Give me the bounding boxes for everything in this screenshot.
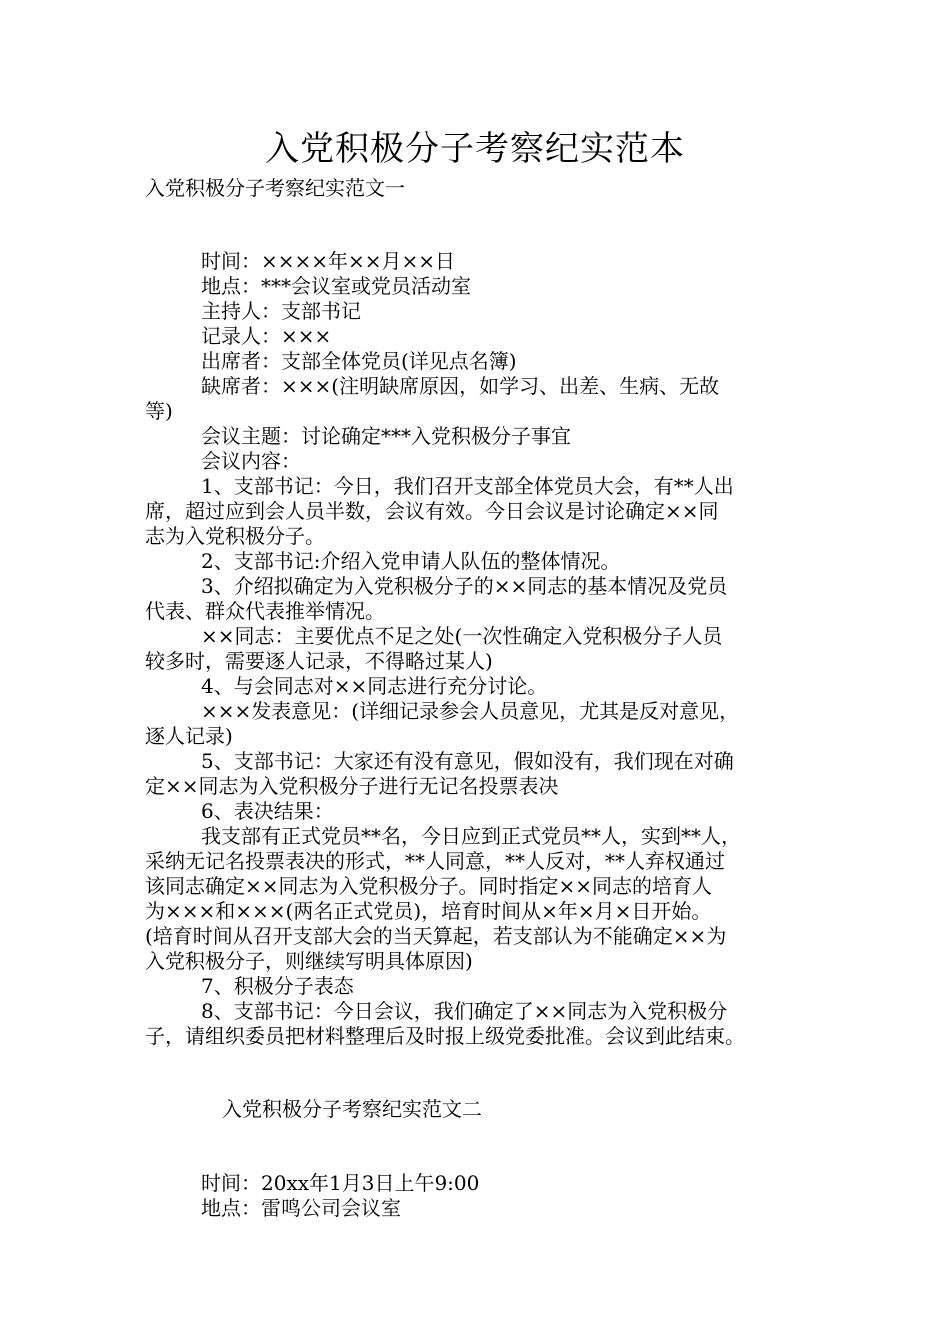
- text-line: 5、支部书记：大家还有没有意见，假如没有，我们现在对确: [201, 749, 734, 773]
- text-line: 缺席者：×××(注明缺席原因，如学习、出差、生病、无故: [201, 374, 720, 398]
- text-line: 会议内容：: [201, 449, 301, 473]
- text-line: 4、与会同志对××同志进行充分讨论。: [201, 674, 548, 698]
- text-line: 为×××和×××(两名正式党员)，培育时间从×年×月×日开始。: [145, 899, 712, 923]
- text-line: 7、积极分子表态: [201, 974, 354, 998]
- text-line: 时间：××××年××月××日: [201, 249, 456, 273]
- text-line: 采纳无记名投票表决的形式，**人同意，**人反对，**人弃权通过: [145, 849, 725, 873]
- text-line: 逐人记录): [145, 724, 233, 748]
- text-line: 时间：20xx年1月3日上午9:00: [201, 1171, 480, 1195]
- text-line: 地点：雷鸣公司会议室: [201, 1196, 401, 1220]
- text-line: 该同志确定××同志为入党积极分子。同时指定××同志的培育人: [145, 874, 713, 898]
- text-line: 出席者：支部全体党员(详见点名簿): [201, 349, 517, 373]
- text-line: 定××同志为入党积极分子进行无记名投票表决: [145, 774, 559, 798]
- text-line: (培育时间从召开支部大会的当天算起，若支部认为不能确定××为: [145, 924, 727, 948]
- text-line: 2、支部书记:介绍入党申请人队伍的整体情况。: [201, 549, 621, 573]
- text-line: 代表、群众代表推举情况。: [145, 599, 385, 623]
- text-line: 6、表决结果：: [201, 799, 334, 823]
- text-line: 等): [145, 399, 173, 423]
- text-line: 志为入党积极分子。: [145, 524, 325, 548]
- text-line: 我支部有正式党员**名，今日应到正式党员**人，实到**人，: [201, 824, 741, 848]
- text-line: 1、支部书记：今日，我们召开支部全体党员大会，有**人出: [201, 474, 734, 498]
- text-line: 主持人：支部书记: [201, 299, 361, 323]
- text-line: 8、支部书记：今日会议，我们确定了××同志为入党积极分: [201, 999, 728, 1023]
- document-title: 入党积极分子考察纪实范本: [265, 129, 685, 169]
- section-heading-2: 入党积极分子考察纪实范文二: [222, 1097, 482, 1121]
- text-line: 子，请组织委员把材料整理后及时报上级党委批准。会议到此结束。: [145, 1024, 745, 1048]
- text-line: 3、介绍拟确定为入党积极分子的××同志的基本情况及党员: [201, 574, 728, 598]
- text-line: 较多时，需要逐人记录，不得略过某人): [145, 649, 493, 673]
- text-line: ×××发表意见：(详细记录参会人员意见，尤其是反对意见，: [201, 699, 740, 723]
- section-heading-1: 入党积极分子考察纪实范文一: [145, 176, 405, 200]
- text-line: ××同志：主要优点不足之处(一次性确定入党积极分子人员: [201, 624, 723, 648]
- text-line: 地点：***会议室或党员活动室: [201, 274, 471, 298]
- text-line: 记录人：×××: [201, 324, 332, 348]
- text-line: 入党积极分子，则继续写明具体原因): [145, 949, 473, 973]
- text-line: 席，超过应到会人员半数，会议有效。今日会议是讨论确定××同: [145, 499, 719, 523]
- text-line: 会议主题：讨论确定***入党积极分子事宜: [201, 424, 571, 448]
